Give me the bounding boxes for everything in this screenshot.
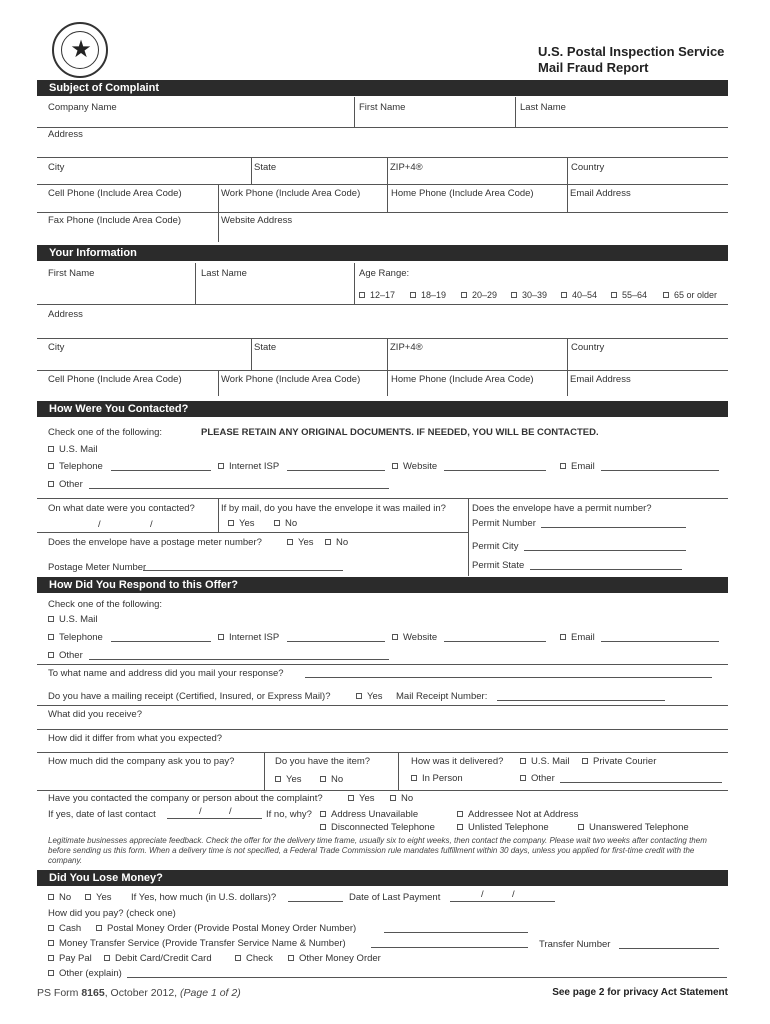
contact-other-input[interactable] — [89, 480, 389, 489]
divider — [218, 498, 219, 532]
pay-postal-mo-checkbox[interactable]: Postal Money Order (Provide Postal Money Order Number) — [96, 923, 356, 934]
checkbox-icon — [48, 894, 54, 900]
section-contacted-header: How Were You Contacted? — [37, 401, 728, 417]
permit-city-input[interactable] — [524, 542, 686, 551]
form-title: Mail Fraud Report — [538, 60, 649, 75]
divider — [37, 370, 728, 371]
contact-internet-input[interactable] — [287, 462, 385, 471]
respond-other-input[interactable] — [89, 651, 389, 660]
subject-home-phone-field[interactable]: Home Phone (Include Area Code) — [391, 188, 534, 199]
divider — [398, 752, 399, 790]
checkbox-icon — [520, 775, 526, 781]
section-subject-header: Subject of Complaint — [37, 80, 728, 96]
last-contact-date-input[interactable] — [167, 810, 262, 819]
contact-email-input[interactable] — [601, 462, 719, 471]
respond-internet-input[interactable] — [287, 633, 385, 642]
transfer-service-input[interactable] — [371, 939, 528, 948]
subject-first-name-field[interactable]: First Name — [359, 102, 406, 113]
divider — [354, 97, 355, 127]
reason-unlisted-telephone-checkbox[interactable]: Unlisted Telephone — [457, 822, 549, 833]
have-item-question: Do you have the item? — [275, 756, 371, 767]
divider — [37, 532, 468, 533]
age-18-19-checkbox[interactable]: 18–19 — [410, 290, 446, 300]
checkbox-icon — [582, 758, 588, 764]
checkbox-icon — [48, 925, 54, 931]
delivered-question: How was it delivered? — [411, 756, 504, 767]
checkbox-icon — [392, 634, 398, 640]
subject-website-field[interactable]: Website Address — [221, 215, 293, 226]
if-no-why-label: If no, why? — [266, 809, 312, 820]
subject-zip-field[interactable]: ZIP+4® — [390, 162, 423, 173]
respond-us-mail-checkbox[interactable]: U.S. Mail — [48, 614, 98, 625]
checkbox-icon — [663, 292, 669, 298]
checkbox-icon — [348, 795, 354, 801]
checkbox-icon — [390, 795, 396, 801]
how-much-label: If Yes, how much (in U.S. dollars)? — [131, 892, 277, 903]
subject-country-field[interactable]: Country — [571, 162, 605, 173]
divider — [387, 157, 388, 184]
mail-to-input[interactable] — [305, 669, 712, 678]
divider — [37, 338, 728, 339]
checkbox-icon — [48, 616, 54, 622]
section-lose-money-header: Did You Lose Money? — [37, 870, 728, 886]
divider — [195, 263, 196, 304]
permit-number-label: Permit Number — [472, 518, 536, 529]
divider — [37, 752, 728, 753]
subject-cell-phone-field[interactable]: Cell Phone (Include Area Code) — [48, 188, 182, 199]
checkbox-icon — [48, 970, 54, 976]
subject-last-name-field[interactable]: Last Name — [520, 102, 566, 113]
permit-state-label: Permit State — [472, 560, 525, 571]
transfer-number-label: Transfer Number — [539, 939, 611, 950]
subject-work-phone-field[interactable]: Work Phone (Include Area Code) — [221, 188, 361, 199]
pay-paypal-checkbox[interactable]: Pay Pal — [48, 953, 92, 964]
section-your-info-header: Your Information — [37, 245, 728, 261]
checkbox-icon — [48, 481, 54, 487]
checkbox-icon — [561, 292, 567, 298]
checkbox-icon — [235, 955, 241, 961]
date-separator: / — [229, 806, 232, 817]
date-separator: / — [98, 519, 101, 530]
contact-website-input[interactable] — [444, 462, 546, 471]
delivered-other-input[interactable] — [560, 774, 722, 783]
respond-email-input[interactable] — [601, 633, 719, 642]
contact-us-mail-checkbox[interactable]: U.S. Mail — [48, 444, 98, 455]
divider — [37, 498, 728, 499]
delivered-other-checkbox[interactable]: Other — [520, 773, 555, 784]
checkbox-icon — [96, 925, 102, 931]
you-state-field[interactable]: State — [254, 342, 277, 353]
postal-mo-input[interactable] — [384, 924, 528, 933]
receipt-question: Do you have a mailing receipt (Certified, Insured, or Express Mail)? — [48, 691, 331, 702]
you-address-field[interactable]: Address — [48, 309, 83, 320]
have-item-no-checkbox[interactable]: No — [320, 774, 343, 785]
divider — [218, 370, 219, 396]
checkbox-icon — [461, 292, 467, 298]
checkbox-icon — [578, 824, 584, 830]
contact-website-checkbox[interactable]: Website — [392, 461, 437, 472]
divider — [567, 370, 568, 396]
respond-telephone-input[interactable] — [111, 633, 211, 642]
respond-other-checkbox[interactable]: Other — [48, 650, 83, 661]
receipt-number-input[interactable] — [497, 692, 665, 701]
have-item-yes-checkbox[interactable]: Yes — [275, 774, 302, 785]
last-payment-input[interactable] — [450, 893, 555, 902]
you-city-field[interactable]: City — [48, 342, 65, 353]
age-40-54-checkbox[interactable]: 40–54 — [561, 290, 597, 300]
age-12-17-checkbox[interactable]: 12–17 — [359, 290, 395, 300]
divider — [37, 212, 728, 213]
subject-address-field[interactable]: Address — [48, 129, 83, 140]
last-payment-label: Date of Last Payment — [349, 892, 441, 903]
respond-telephone-checkbox[interactable]: Telephone — [48, 632, 103, 643]
you-first-name-field[interactable]: First Name — [48, 268, 95, 279]
checkbox-icon — [85, 894, 91, 900]
you-country-field[interactable]: Country — [571, 342, 605, 353]
you-email-field[interactable]: Email Address — [570, 374, 631, 385]
divider — [37, 184, 728, 185]
lose-yes-checkbox[interactable]: Yes — [85, 892, 112, 903]
checkbox-icon — [228, 520, 234, 526]
checkbox-icon — [611, 292, 617, 298]
divider — [218, 184, 219, 242]
age-20-29-checkbox[interactable]: 20–29 — [461, 290, 497, 300]
permit-city-label: Permit City — [472, 541, 519, 552]
divider — [37, 790, 728, 791]
checkbox-icon — [48, 940, 54, 946]
how-differ-field[interactable]: How did it differ from what you expected? — [48, 733, 223, 744]
you-home-phone-field[interactable]: Home Phone (Include Area Code) — [391, 374, 534, 385]
contact-email-checkbox[interactable]: Email — [560, 461, 595, 472]
star-icon: ★ — [70, 36, 92, 63]
meter-question: Does the envelope have a postage meter number? — [48, 537, 262, 548]
checkbox-icon — [218, 463, 224, 469]
checkbox-icon — [457, 811, 463, 817]
how-pay-label: How did you pay? (check one) — [48, 908, 176, 919]
checkbox-icon — [320, 811, 326, 817]
contact-telephone-input[interactable] — [111, 462, 211, 471]
seal-inner-ring — [61, 31, 99, 69]
permit-number-input[interactable] — [541, 519, 686, 528]
reason-disconnected-telephone-checkbox[interactable]: Disconnected Telephone — [320, 822, 435, 833]
what-received-field[interactable]: What did you receive? — [48, 709, 142, 720]
contacted-company-question: Have you contacted the company or person about the complaint? — [48, 793, 323, 804]
mail-to-question: To what name and address did you mail your response? — [48, 668, 284, 679]
divider — [251, 338, 252, 370]
checkbox-icon — [275, 776, 281, 782]
reason-address-unavailable-checkbox[interactable]: Address Unavailable — [320, 809, 418, 820]
pay-card-checkbox[interactable]: Debit Card/Credit Card — [104, 953, 212, 964]
lose-no-checkbox[interactable]: No — [48, 892, 71, 903]
divider — [37, 157, 728, 158]
checkbox-icon — [48, 652, 54, 658]
checkbox-icon — [48, 446, 54, 452]
checkbox-icon — [560, 634, 566, 640]
receipt-number-label: Mail Receipt Number: — [396, 691, 488, 702]
transfer-number-input[interactable] — [619, 940, 719, 949]
meter-yes-checkbox[interactable]: Yes — [287, 537, 314, 548]
checkbox-icon — [48, 634, 54, 640]
contact-other-checkbox[interactable]: Other — [48, 479, 83, 490]
date-separator: / — [481, 889, 484, 900]
divider — [567, 184, 568, 212]
divider — [354, 263, 355, 304]
divider — [37, 127, 728, 128]
pay-transfer-checkbox[interactable]: Money Transfer Service (Provide Transfer Service Name & Number) — [48, 938, 346, 949]
you-cell-phone-field[interactable]: Cell Phone (Include Area Code) — [48, 374, 182, 385]
respond-check-one-label: Check one of the following: — [48, 599, 163, 610]
age-range-label: Age Range: — [359, 268, 410, 279]
permit-state-input[interactable] — [530, 561, 682, 570]
pay-other-input[interactable] — [127, 969, 727, 978]
checkbox-icon — [411, 775, 417, 781]
last-contact-date-label: If yes, date of last contact — [48, 809, 156, 820]
checkbox-icon — [320, 776, 326, 782]
subject-state-field[interactable]: State — [254, 162, 277, 173]
feedback-note: Legitimate businesses appreciate feedback. Check the offer for the delivery time frame, usually six to eight weeks, then contact the company. Please wait two weeks after contacting them before sending us this form. When a delivery time is not specified, a Federal Trade Commission rule mandates fulfillment within 30 days, unless you applied for first-time credit with the company. — [48, 836, 707, 865]
date-separator: / — [150, 519, 153, 530]
agency-name: U.S. Postal Inspection Service — [538, 44, 725, 59]
checkbox-icon — [359, 292, 365, 298]
checkbox-icon — [218, 634, 224, 640]
checkbox-icon — [48, 463, 54, 469]
delivered-courier-checkbox[interactable]: Private Courier — [582, 756, 656, 767]
postal-inspection-seal — [52, 22, 108, 78]
checkbox-icon — [288, 955, 294, 961]
contact-telephone-checkbox[interactable]: Telephone — [48, 461, 103, 472]
divider — [264, 752, 265, 790]
checkbox-icon — [287, 539, 293, 545]
checkbox-icon — [48, 955, 54, 961]
divider — [387, 338, 388, 370]
meter-no-checkbox[interactable]: No — [325, 537, 348, 548]
contact-check-one-label: Check one of the following: — [48, 427, 163, 438]
checkbox-icon — [325, 539, 331, 545]
checkbox-icon — [520, 758, 526, 764]
subject-company-name-field[interactable]: Company Name — [48, 102, 117, 113]
permit-question: Does the envelope have a permit number? — [472, 503, 652, 514]
subject-fax-phone-field[interactable]: Fax Phone (Include Area Code) — [48, 215, 182, 226]
checkbox-icon — [457, 824, 463, 830]
checkbox-icon — [511, 292, 517, 298]
you-work-phone-field[interactable]: Work Phone (Include Area Code) — [221, 374, 361, 385]
age-55-64-checkbox[interactable]: 55–64 — [611, 290, 647, 300]
pay-other-mo-checkbox[interactable]: Other Money Order — [288, 953, 381, 964]
divider — [468, 498, 469, 576]
contacted-no-checkbox[interactable]: No — [390, 793, 413, 804]
contact-date-question: On what date were you contacted? — [48, 503, 195, 514]
respond-internet-checkbox[interactable]: Internet ISP — [218, 632, 279, 643]
divider — [37, 664, 728, 665]
reason-addressee-not-at-address-checkbox[interactable]: Addressee Not at Address — [457, 809, 578, 820]
pay-other-checkbox[interactable]: Other (explain) — [48, 968, 122, 979]
you-last-name-field[interactable]: Last Name — [201, 268, 247, 279]
subject-email-field[interactable]: Email Address — [570, 188, 631, 199]
meter-number-label: Postage Meter Number — [48, 562, 147, 573]
respond-website-input[interactable] — [444, 633, 546, 642]
respond-email-checkbox[interactable]: Email — [560, 632, 595, 643]
reason-unanswered-telephone-checkbox[interactable]: Unanswered Telephone — [578, 822, 689, 833]
form-footer-id: PS Form 8165, October 2012, (Page 1 of 2) — [37, 987, 241, 999]
subject-city-field[interactable]: City — [48, 162, 65, 173]
age-65-older-checkbox[interactable]: 65 or older — [663, 290, 717, 300]
checkbox-icon — [560, 463, 566, 469]
retain-documents-notice: PLEASE RETAIN ANY ORIGINAL DOCUMENTS. IF NEEDED, YOU WILL BE CONTACTED. — [201, 427, 599, 438]
checkbox-icon — [410, 292, 416, 298]
divider — [37, 304, 728, 305]
checkbox-icon — [392, 463, 398, 469]
meter-number-input[interactable] — [143, 562, 343, 571]
checkbox-icon — [356, 693, 362, 699]
divider — [387, 184, 388, 212]
checkbox-icon — [320, 824, 326, 830]
divider — [37, 705, 728, 706]
delivered-in-person-checkbox[interactable]: In Person — [411, 773, 463, 784]
divider — [567, 157, 568, 184]
date-separator: / — [199, 806, 202, 817]
contacted-yes-checkbox[interactable]: Yes — [348, 793, 375, 804]
delivered-us-mail-checkbox[interactable]: U.S. Mail — [520, 756, 570, 767]
privacy-statement-note: See page 2 for privacy Act Statement — [552, 987, 728, 998]
respond-website-checkbox[interactable]: Website — [392, 632, 437, 643]
pay-cash-checkbox[interactable]: Cash — [48, 923, 81, 934]
you-zip-field[interactable]: ZIP+4® — [390, 342, 423, 353]
envelope-yes-checkbox[interactable]: Yes — [228, 518, 255, 529]
age-30-39-checkbox[interactable]: 30–39 — [511, 290, 547, 300]
receipt-yes-checkbox[interactable]: Yes — [356, 691, 383, 702]
ask-pay-field[interactable]: How much did the company ask you to pay? — [48, 756, 235, 767]
checkbox-icon — [104, 955, 110, 961]
how-much-input[interactable] — [288, 893, 343, 902]
envelope-question: If by mail, do you have the envelope it was mailed in? — [221, 503, 446, 514]
envelope-no-checkbox[interactable]: No — [274, 518, 297, 529]
divider — [251, 157, 252, 184]
section-respond-header: How Did You Respond to this Offer? — [37, 577, 728, 593]
checkbox-icon — [274, 520, 280, 526]
divider — [515, 97, 516, 127]
contact-internet-checkbox[interactable]: Internet ISP — [218, 461, 279, 472]
divider — [387, 370, 388, 396]
divider — [37, 729, 728, 730]
date-separator: / — [512, 889, 515, 900]
pay-check-checkbox[interactable]: Check — [235, 953, 273, 964]
divider — [567, 338, 568, 370]
